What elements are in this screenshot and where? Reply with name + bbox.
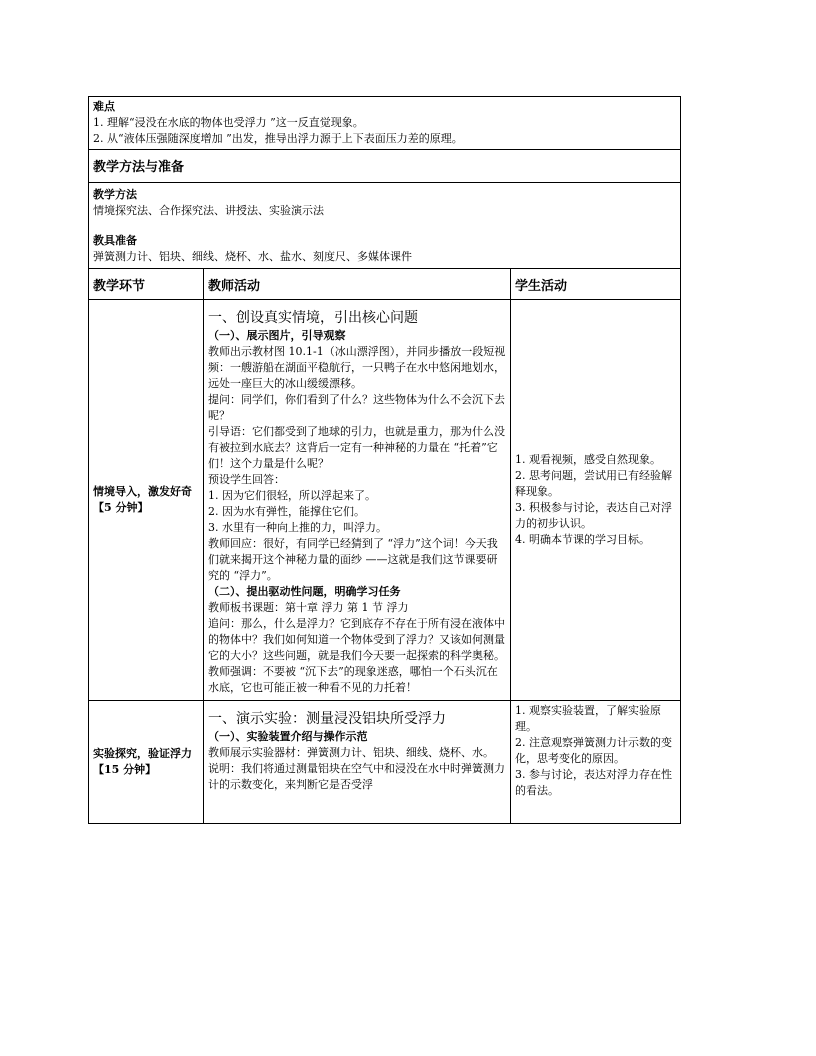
student-activity-cell [511,300,681,701]
activity-paragraph: 追问：那么，什么是浮力？它到底存不存在于所有浸在液体中的物体中？我们如何知道一个物体受到了浮力？又该如何测量它的大小？这些问题，就是我们今天要一起探索的科学奥秘。 [208,617,505,662]
activity-subheading: （一）、展示图片，引导观察 [208,329,346,342]
prep-heading: 教具准备 [93,234,137,247]
prep-text: 弹簧测力计、铝块、细线、烧杯、水、盐水、刻度尺、多媒体课件 [93,250,412,263]
activity-paragraph: 提问：同学们，你们看到了什么？这些物体为什么不会沉下去呢？ [208,393,505,422]
activity-subheading: （二）、提出驱动性问题，明确学习任务 [208,585,401,598]
answer-item: 1. 因为它们很轻，所以浮起来了。 [208,489,376,502]
student-item: 1. 观察实验装置，了解实验原理。 [515,704,661,733]
student-item: 3. 参与讨论，表达对浮力存在性的看法。 [515,768,672,797]
student-item: 2. 思考问题，尝试用已有经验解释现象。 [515,469,672,498]
column-header-teacher: 教师活动 [204,269,511,300]
student-item: 3. 积极参与讨论，表达自己对浮力的初步认识。 [515,501,672,530]
activity-paragraph: 教师板书课题：第十章 浮力 第 1 节 浮力 [208,601,409,614]
difficulty-row [89,97,681,150]
activity-paragraph: 引导语：它们都受到了地球的引力，也就是重力，那为什么没有被拉到水底去？这背后一定有一种神秘的力量在 “托着”它们！这个力量是什么呢？ [208,425,505,470]
activity-paragraph: 说明：我们将通过测量铝块在空气中和浸没在水中时弹簧测力计的示数变化，来判断它是否受浮 [208,762,505,791]
difficulty-cell [89,97,681,150]
difficulty-item: 2. 从“液体压强随深度增加 ”出发，推导出浮力源于上下表面压力差的原理。 [93,132,463,145]
activity-paragraph: 教师回应：很好，有同学已经猜到了 “浮力”这个词！今天我们就来揭开这个神秘力量的面纱 ——这就是我们这节课要研究的 “浮力”。 [208,537,498,582]
method-text: 情境探究法、合作探究法、讲授法、实验演示法 [93,204,324,217]
activity-paragraph: 预设学生回答： [208,473,285,486]
lesson-plan-page [88,96,680,824]
stage-label: 实验探究，验证浮力【15 分钟】 [89,701,204,824]
lesson-plan-table [88,96,681,824]
student-item: 1. 观看视频，感受自然现象。 [515,453,661,466]
student-activity-cell [511,701,681,824]
table-row [89,701,681,824]
teacher-activity-cell [204,300,511,701]
teacher-activity-cell [204,701,511,824]
student-item: 2. 注意观察弹簧测力计示数的变化，思考变化的原因。 [515,736,672,765]
activity-subheading: （一）、实验装置介绍与操作示范 [208,730,368,743]
column-header-stage: 教学环节 [89,269,204,300]
answer-item: 2. 因为水有弹性，能撑住它们。 [208,505,365,518]
difficulty-heading: 难点 [93,100,115,113]
method-heading: 教学方法 [93,188,137,201]
table-header-row [89,269,681,300]
activity-paragraph: 教师出示教材图 10.1-1（冰山漂浮图），并同步播放一段短视频：一艘游船在湖面平稳航行，一只鸭子在水中悠闲地划水，远处一座巨大的冰山缓缓漂移。 [208,345,506,390]
section-title: 教学方法与准备 [89,150,681,183]
column-header-student: 学生活动 [511,269,681,300]
activity-title: 一、创设真实情境，引出核心问题 [208,310,418,326]
table-row [89,300,681,701]
student-item: 4. 明确本节课的学习目标。 [515,533,650,546]
methods-cell [89,183,681,269]
activity-paragraph: 教师强调：不要被 “沉下去”的现象迷惑，哪怕一个石头沉在水底，它也可能正被一种看不见的力托着！ [208,665,498,694]
methods-title-row [89,150,681,183]
activity-paragraph: 教师展示实验器材：弹簧测力计、铝块、细线、烧杯、水。 [208,746,494,759]
stage-label: 情境导入，激发好奇【5 分钟】 [89,300,204,701]
difficulty-item: 1. 理解“浸没在水底的物体也受浮力 ”这一反直觉现象。 [93,116,364,129]
answer-item: 3. 水里有一种向上推的力，叫浮力。 [208,521,387,534]
activity-title: 一、演示实验：测量浸没铝块所受浮力 [208,711,446,727]
methods-content-row [89,183,681,269]
